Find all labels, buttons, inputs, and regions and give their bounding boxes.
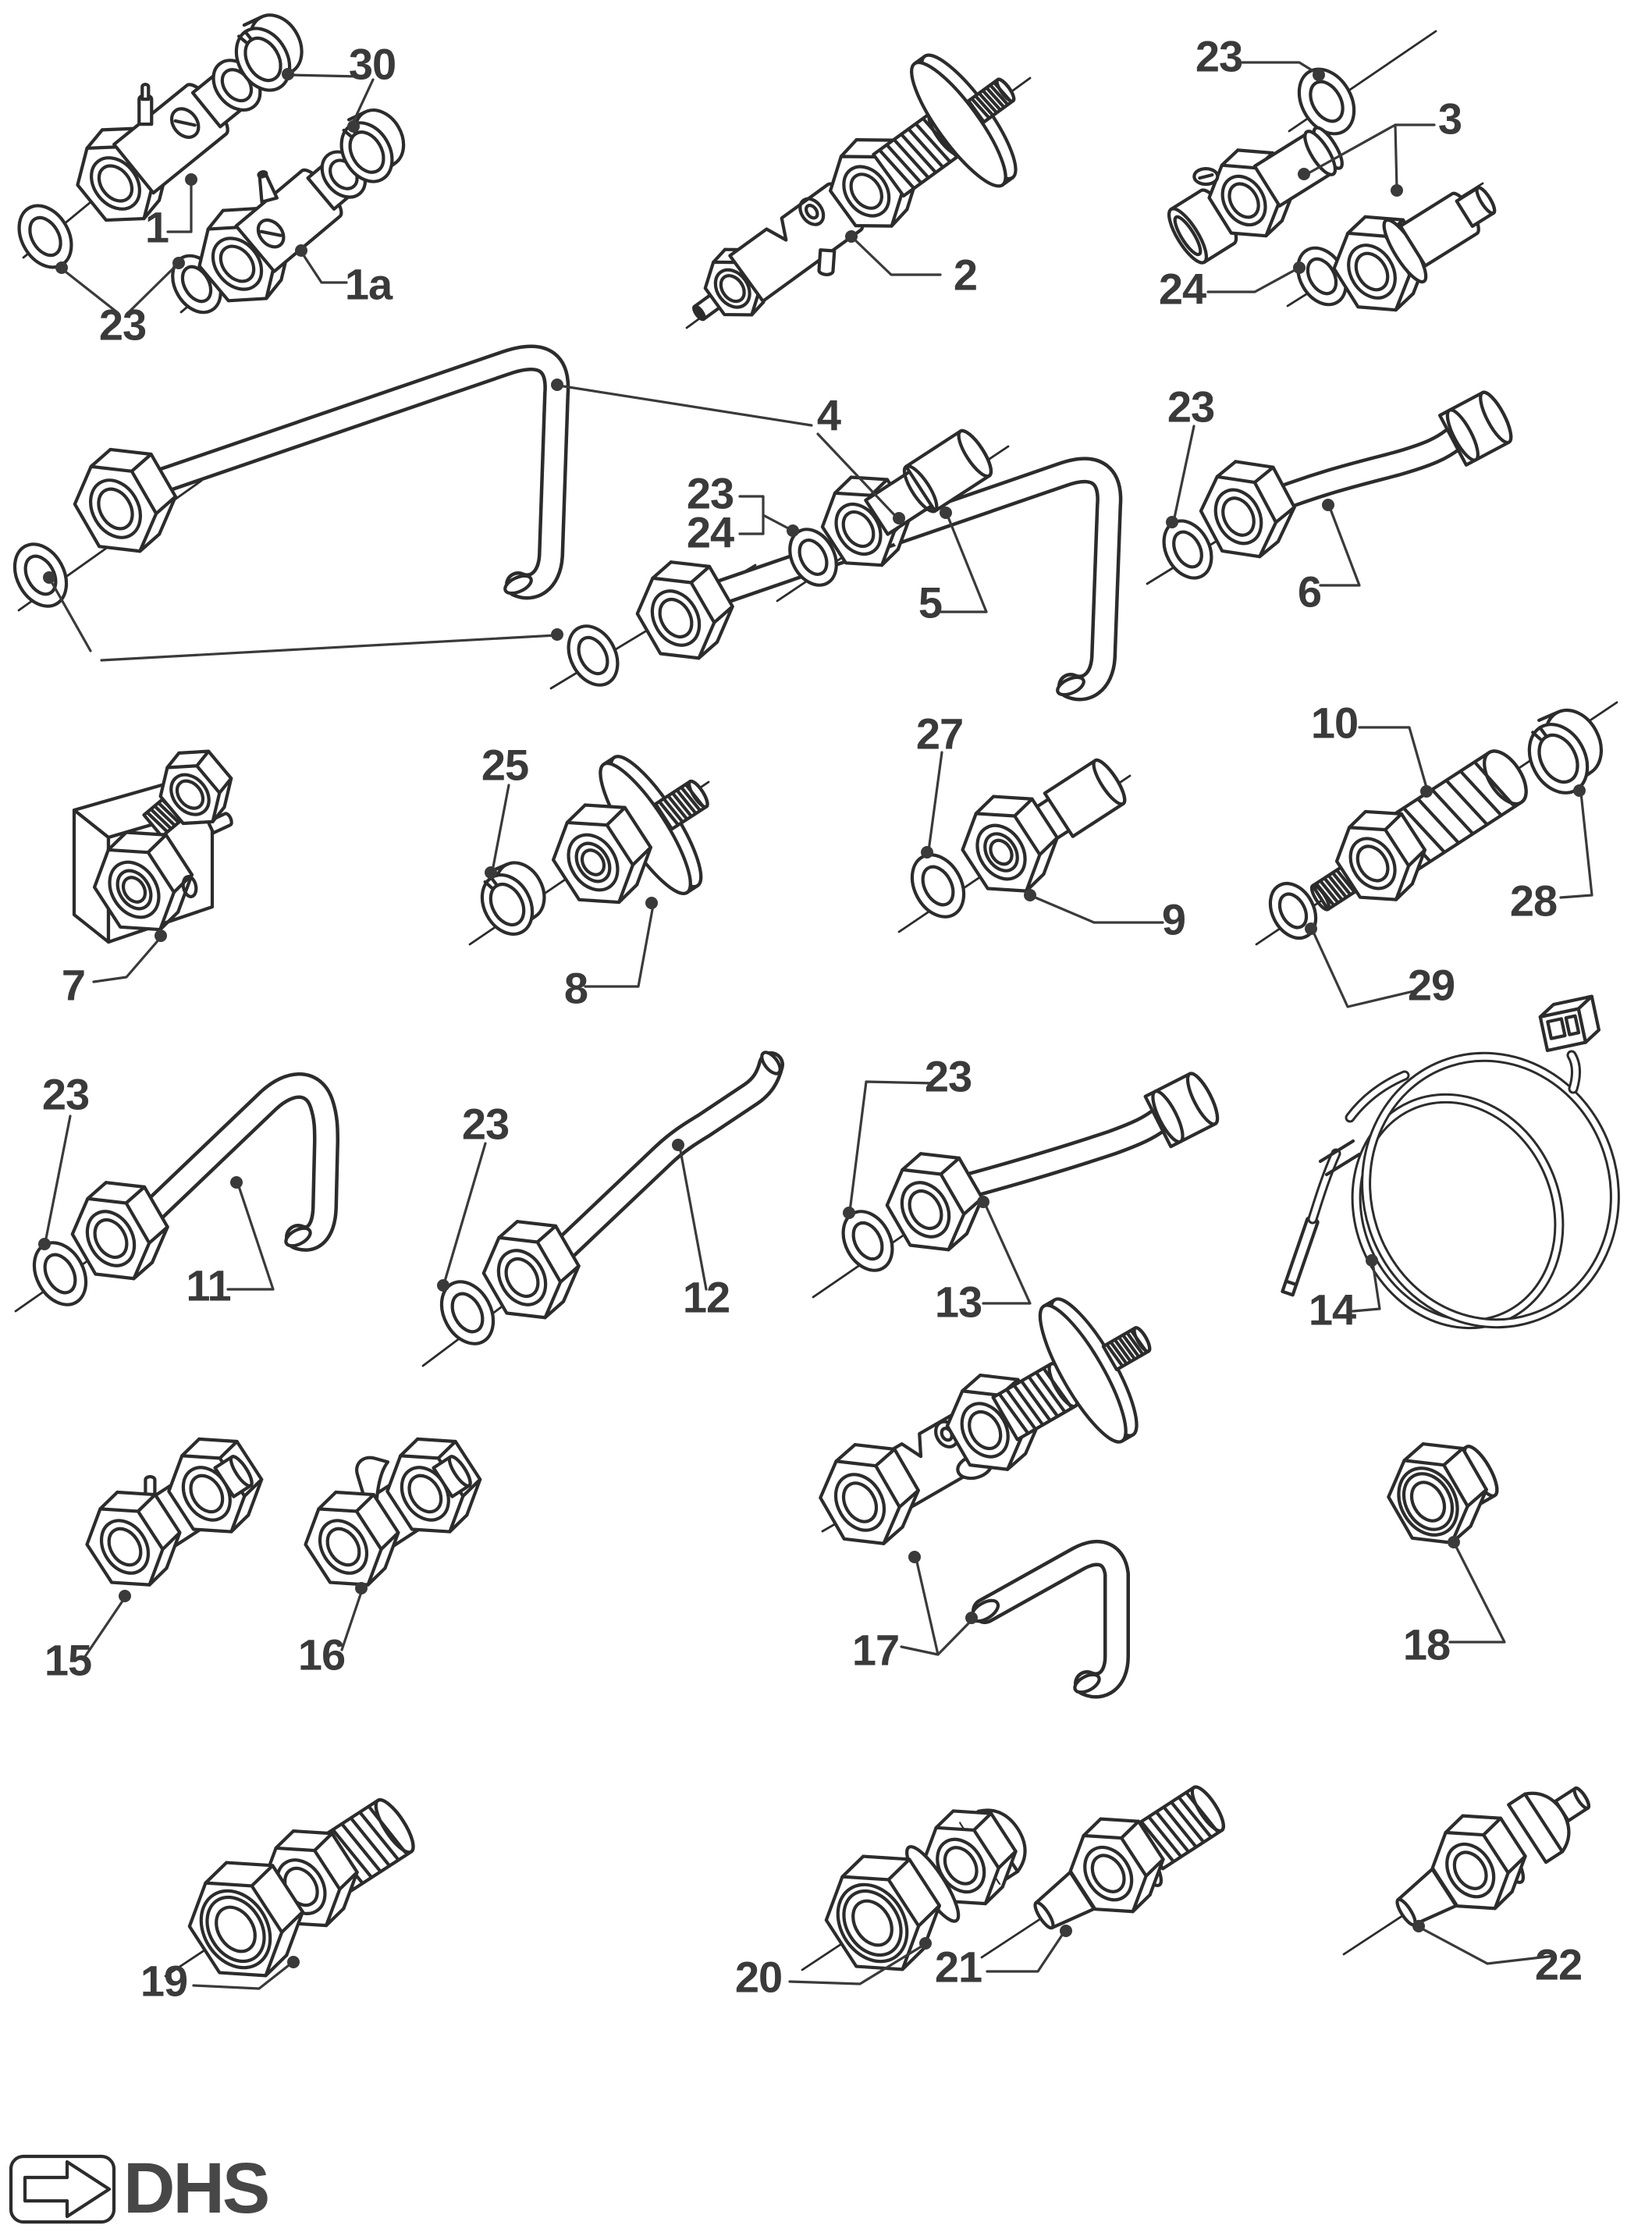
- hose-fitting-22: [1344, 1754, 1610, 1954]
- callout-6: 6: [1297, 567, 1322, 617]
- compression-fitting-20: [802, 1778, 1048, 1990]
- callout-17: 17: [851, 1625, 900, 1675]
- block-fitting-7: [74, 738, 245, 947]
- callout-28: 28: [1509, 876, 1558, 926]
- bent-pipe-4-upper: [5, 357, 557, 615]
- callout-25: 25: [481, 740, 529, 790]
- callout-24-a: 24: [1158, 264, 1206, 314]
- callout-7: 7: [61, 960, 86, 1010]
- adapter-9: [899, 735, 1141, 932]
- callout-3: 3: [1437, 94, 1462, 144]
- probe-tip: [1282, 1217, 1318, 1295]
- bent-pipe-13: [813, 1070, 1223, 1297]
- callout-1: 1: [144, 202, 169, 252]
- callout-10: 10: [1310, 698, 1359, 748]
- callout-29: 29: [1407, 960, 1455, 1010]
- callout-14: 14: [1308, 1285, 1356, 1335]
- callout-8: 8: [563, 963, 588, 1013]
- cable-connector: [1538, 997, 1600, 1050]
- callout-18: 18: [1402, 1619, 1451, 1669]
- callout-30: 30: [348, 39, 396, 89]
- cap-28: [1515, 699, 1616, 803]
- callout-11: 11: [186, 1260, 231, 1310]
- callout-19: 19: [140, 1956, 188, 2006]
- callout-20: 20: [734, 1952, 783, 2002]
- callout-21: 21: [934, 1942, 982, 1992]
- callout-22: 22: [1534, 1939, 1583, 1989]
- washer-23-c: [1288, 59, 1366, 144]
- dhs-logo-text: DHS: [123, 2149, 268, 2228]
- callout-23-f: 23: [461, 1099, 510, 1149]
- bent-pipe-11: [16, 1086, 326, 1314]
- callout-5: 5: [918, 578, 943, 627]
- leader-lines: [38, 62, 1592, 1989]
- valve-16: [281, 1408, 495, 1601]
- callout-23-g: 23: [924, 1051, 972, 1101]
- callout-2: 2: [953, 250, 978, 300]
- plug-18: [1374, 1421, 1512, 1559]
- washer-27: [902, 846, 974, 926]
- callout-23-d: 23: [1167, 382, 1215, 432]
- washer-23-a: [9, 197, 82, 277]
- elbow-flange-fitting-2: [652, 27, 1053, 375]
- coupling-15: [72, 1423, 276, 1601]
- callout-23-b: 23: [1195, 31, 1243, 81]
- callout-23-e: 23: [41, 1069, 90, 1119]
- ring-25: [470, 853, 557, 943]
- washer-26-b: [559, 617, 627, 693]
- washer-26-a: [5, 535, 76, 615]
- callout-23-c: 23: [686, 468, 734, 518]
- dhs-logo-mark: [11, 2156, 114, 2222]
- callout-13: 13: [934, 1277, 982, 1327]
- callout-4: 4: [816, 390, 841, 440]
- callout-9: 9: [1161, 894, 1186, 944]
- callout-1a: 1a: [344, 259, 393, 309]
- callout-15: 15: [44, 1635, 92, 1685]
- callout-12: 12: [682, 1272, 730, 1322]
- callout-16: 16: [297, 1630, 346, 1680]
- callout-27: 27: [915, 709, 964, 759]
- callout-23-a: 23: [98, 300, 147, 350]
- callout-24-b: 24: [686, 507, 734, 557]
